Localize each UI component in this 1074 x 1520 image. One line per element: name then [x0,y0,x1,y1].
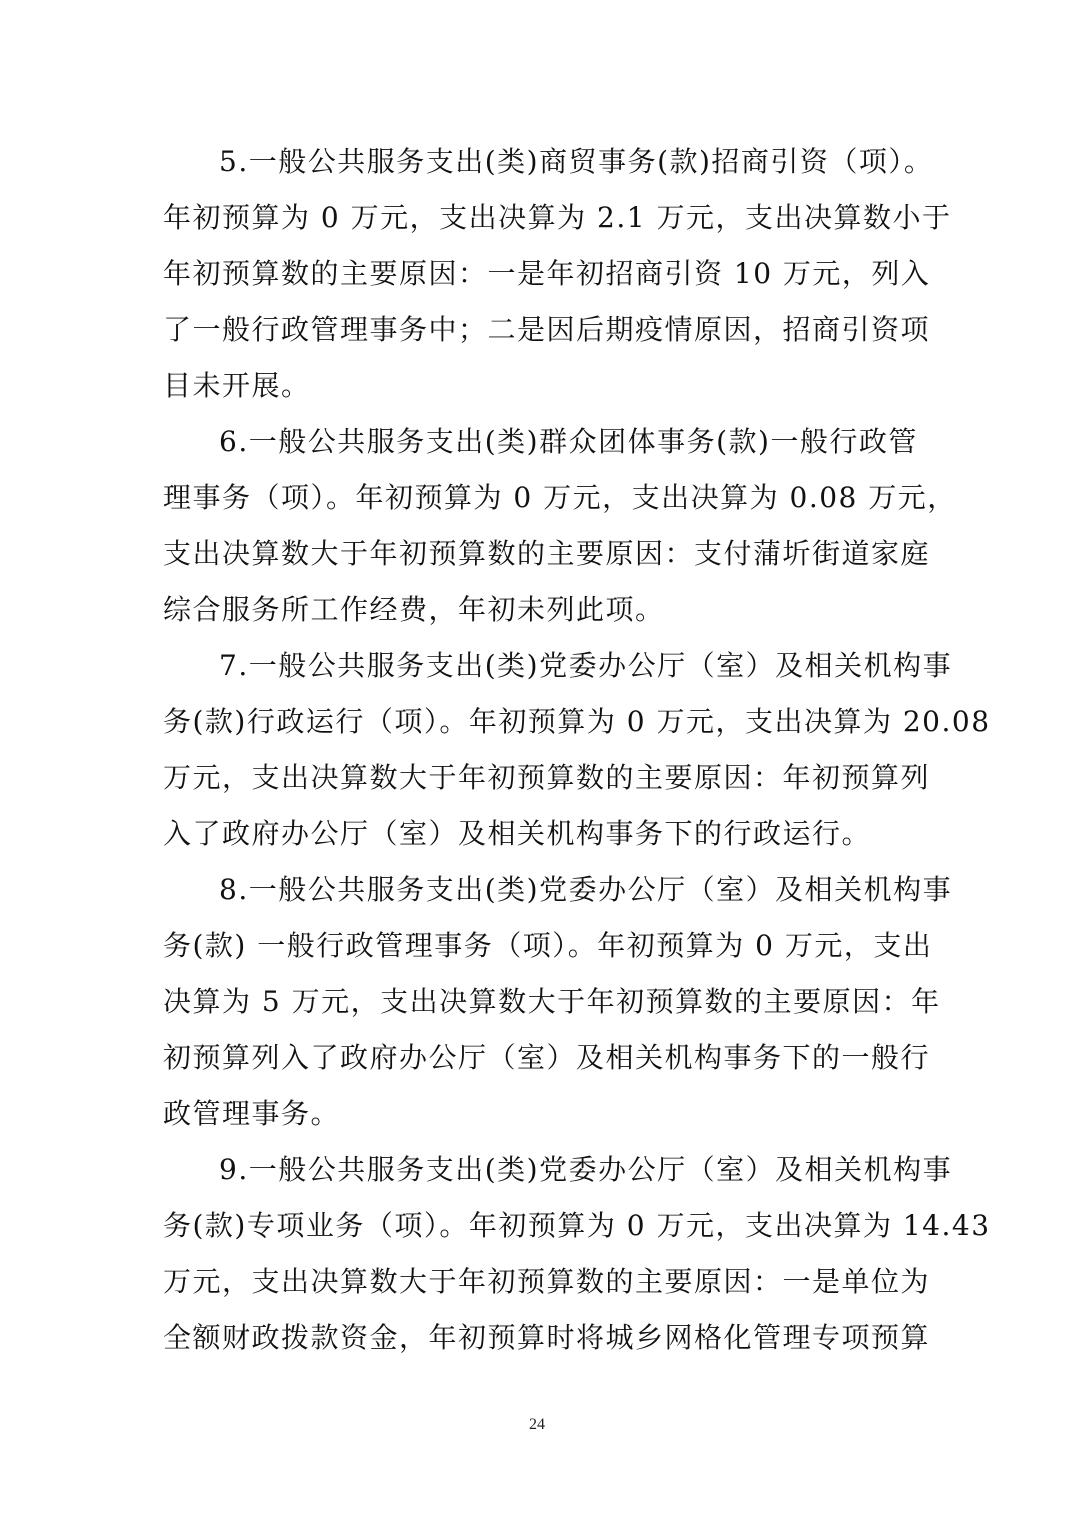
text-line: 全额财政拨款资金，年初预算时将城乡网格化管理专项预算 [163,1321,931,1354]
text-line: 目未开展。 [163,369,311,402]
text-line: 政管理事务。 [163,1097,341,1130]
text-line: 务(款)专项业务（项）。年初预算为 0 万元，支出决算为 14.43 [163,1209,991,1242]
paragraph-item-7 [163,638,991,862]
page-number: 24 [529,1416,545,1433]
text-line: 务(款)行政运行（项）。年初预算为 0 万元，支出决算为 20.08 [163,705,991,738]
text-line: 务(款) 一般行政管理事务（项）。年初预算为 0 万元，支出 [163,929,933,962]
body-text [163,134,991,1366]
text-line: 6.一般公共服务支出(类)群众团体事务(款)一般行政管 [219,425,918,458]
text-line: 理事务（项）。年初预算为 0 万元，支出决算为 0.08 万元， [163,481,957,514]
paragraph-item-8 [163,862,953,1142]
text-line: 9.一般公共服务支出(类)党委办公厅（室）及相关机构事 [219,1153,953,1186]
text-line: 入了政府办公厅（室）及相关机构事务下的行政运行。 [163,817,872,850]
text-line: 万元，支出决算数大于年初预算数的主要原因：一是单位为 [163,1265,931,1298]
paragraph-item-5 [163,134,952,414]
text-line: 8.一般公共服务支出(类)党委办公厅（室）及相关机构事 [219,873,953,906]
text-line: 初预算列入了政府办公厅（室）及相关机构事务下的一般行 [163,1041,931,1074]
text-line: 年初预算数的主要原因：一是年初招商引资 10 万元，列入 [163,257,931,290]
text-line: 决算为 5 万元，支出决算数大于年初预算数的主要原因：年 [163,985,941,1018]
text-line: 万元，支出决算数大于年初预算数的主要原因：年初预算列 [163,761,931,794]
text-line: 综合服务所工作经费，年初未列此项。 [163,593,665,626]
paragraph-item-9 [163,1142,991,1366]
text-line: 7.一般公共服务支出(类)党委办公厅（室）及相关机构事 [219,649,953,682]
text-line: 了一般行政管理事务中；二是因后期疫情原因，招商引资项 [163,313,931,346]
paragraph-item-6 [163,414,957,638]
text-line: 年初预算为 0 万元，支出决算为 2.1 万元，支出决算数小于 [163,201,952,234]
text-line: 支出决算数大于年初预算数的主要原因：支付蒲圻街道家庭 [163,537,931,570]
text-line: 5.一般公共服务支出(类)商贸事务(款)招商引资（项）。 [219,145,934,178]
